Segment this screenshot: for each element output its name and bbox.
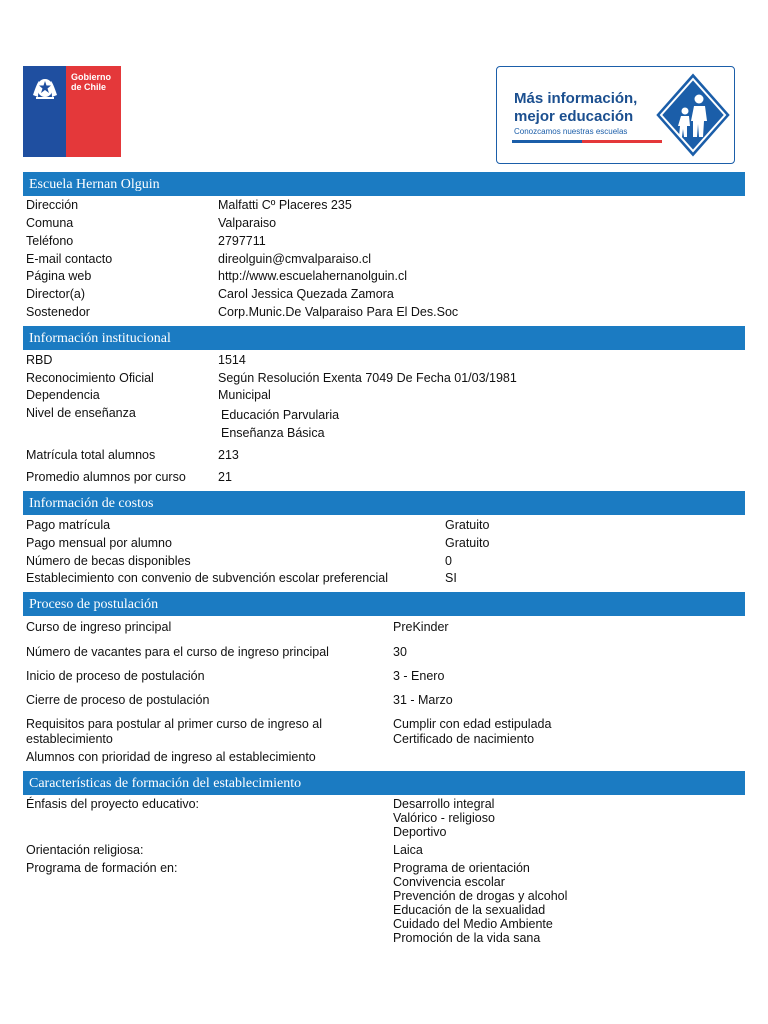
value-direccion: Malfatti Cº Placeres 235 <box>218 198 352 212</box>
label-pago-matricula: Pago matrícula <box>26 518 111 532</box>
value-comuna: Valparaiso <box>218 216 277 230</box>
label-matricula: Matrícula total alumnos <box>26 448 156 462</box>
value-pago-matricula: Gratuito <box>445 518 490 532</box>
banner-stripe-red <box>582 140 662 143</box>
value-promedio: 21 <box>218 470 232 484</box>
label-prioridad: Alumnos con prioridad de ingreso al establecimiento <box>26 750 316 764</box>
banner-stripe-blue <box>512 140 582 143</box>
value-email[interactable]: direolguin@cmvalparaiso.cl <box>218 252 372 266</box>
coat-of-arms-icon <box>30 73 60 101</box>
value-sep: SI <box>445 571 457 585</box>
value-programa-4: Educación de la sexualidad <box>393 903 546 917</box>
section-header-school: Escuela Hernan Olguin <box>23 172 745 196</box>
banner-tagline: Conozcamos nuestras escuelas <box>514 127 628 136</box>
value-enfasis-3: Deportivo <box>393 825 447 839</box>
label-orientacion: Orientación religiosa: <box>26 843 144 857</box>
value-enfasis-1: Desarrollo integral <box>393 797 495 811</box>
value-inicio: 3 - Enero <box>393 669 445 683</box>
value-pago-mensual: Gratuito <box>445 536 490 550</box>
label-telefono: Teléfono <box>26 234 74 248</box>
value-enfasis-2: Valórico - religioso <box>393 811 495 825</box>
value-programa-5: Cuidado del Medio Ambiente <box>393 917 553 931</box>
label-comuna: Comuna <box>26 216 74 230</box>
section-header-formation: Características de formación del establecimiento <box>23 771 745 795</box>
value-dependencia: Municipal <box>218 388 271 402</box>
label-becas: Número de becas disponibles <box>26 554 191 568</box>
value-rbd: 1514 <box>218 353 246 367</box>
label-programa: Programa de formación en: <box>26 861 178 875</box>
banner-title-line-2: mejor educación <box>514 108 634 125</box>
value-nivel-1: Educación Parvularia <box>221 408 340 422</box>
value-programa-1: Programa de orientación <box>393 861 530 875</box>
value-nivel-2: Enseñanza Básica <box>221 426 325 440</box>
label-inicio: Inicio de proceso de postulación <box>26 669 205 683</box>
value-programa-3: Prevención de drogas y alcohol <box>393 889 568 903</box>
label-direccion: Dirección <box>26 198 79 212</box>
value-vacantes: 30 <box>393 645 407 659</box>
label-promedio: Promedio alumnos por curso <box>26 470 186 484</box>
section-header-application: Proceso de postulación <box>23 592 745 616</box>
value-curso-ingreso: PreKinder <box>393 620 449 634</box>
value-reconocimiento: Según Resolución Exenta 7049 De Fecha 01/03/1981 <box>218 371 517 385</box>
value-orientacion: Laica <box>393 843 423 857</box>
school-crossing-sign-icon <box>652 69 734 161</box>
label-dependencia: Dependencia <box>26 388 100 402</box>
label-reconocimiento: Reconocimiento Oficial <box>26 371 154 385</box>
value-director: Carol Jessica Quezada Zamora <box>218 287 394 301</box>
label-pago-mensual: Pago mensual por alumno <box>26 536 172 550</box>
value-matricula: 213 <box>218 448 239 462</box>
label-enfasis: Énfasis del proyecto educativo: <box>26 797 200 811</box>
label-rbd: RBD <box>26 353 53 367</box>
section-header-institutional: Información institucional <box>23 326 745 350</box>
value-programa-6: Promoción de la vida sana <box>393 931 541 945</box>
section-header-costs: Información de costos <box>23 491 745 515</box>
mas-informacion-banner <box>496 66 735 164</box>
label-sostenedor: Sostenedor <box>26 305 90 319</box>
label-curso-ingreso: Curso de ingreso principal <box>26 620 172 634</box>
value-becas: 0 <box>445 554 452 568</box>
label-cierre: Cierre de proceso de postulación <box>26 693 210 707</box>
value-cierre: 31 - Marzo <box>393 693 453 707</box>
label-pagina-web: Página web <box>26 269 92 283</box>
label-nivel: Nivel de enseñanza <box>26 406 136 420</box>
gobierno-de-chile-logo <box>23 66 121 157</box>
value-programa-2: Convivencia escolar <box>393 875 505 889</box>
logo-text-line-1: Gobierno <box>71 72 111 82</box>
value-sostenedor: Corp.Munic.De Valparaiso Para El Des.Soc <box>218 305 459 319</box>
label-email: E-mail contacto <box>26 252 113 266</box>
value-telefono: 2797711 <box>218 234 266 248</box>
label-requisitos-2: establecimiento <box>26 732 113 746</box>
value-requisitos-1: Cumplir con edad estipulada <box>393 717 552 731</box>
label-vacantes: Número de vacantes para el curso de ingreso principal <box>26 645 329 659</box>
value-pagina-web[interactable]: http://www.escuelahernanolguin.cl <box>218 269 408 283</box>
banner-title-line-1: Más información, <box>514 90 638 107</box>
value-requisitos-2: Certificado de nacimiento <box>393 732 535 746</box>
label-director: Director(a) <box>26 287 86 301</box>
label-requisitos-1: Requisitos para postular al primer curso de ingreso al <box>26 717 322 731</box>
label-sep: Establecimiento con convenio de subvención escolar preferencial <box>26 571 389 585</box>
logo-text-line-2: de Chile <box>71 82 107 92</box>
